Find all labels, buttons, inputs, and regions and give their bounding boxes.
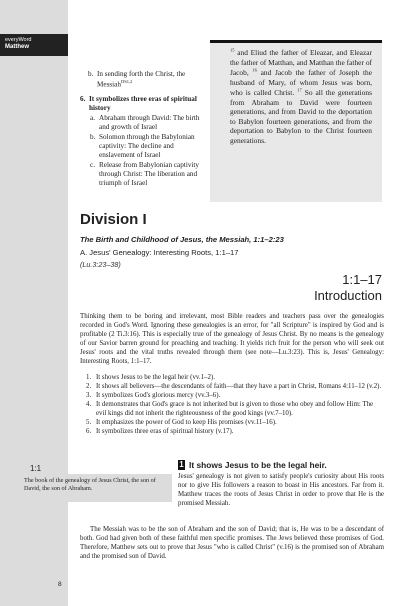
list-number: 2. <box>86 382 92 390</box>
outline-notes <box>80 70 208 189</box>
outline-item-text: In sending forth the Christ, the Messiah <box>97 70 186 89</box>
section-title: A. Jesus' Genealogy: Interesting Roots, 1:1–17 <box>80 248 239 257</box>
outline-sub-text: Solomon through the Babylonian captivity: The decline and enslavement of Israel <box>99 132 195 160</box>
page-number: 8 <box>58 581 62 588</box>
outline-sub-c <box>90 161 208 189</box>
list-item <box>86 392 384 401</box>
brand-series: everyWord <box>5 37 32 43</box>
list-text: It demonstrates that God's grace is not inherited but is given to those who obey and follow Him: The evil kings did not inherit the righteousness of the good kings (vv.7–10). <box>96 400 374 417</box>
points-list <box>86 374 384 437</box>
point-heading <box>178 460 327 470</box>
outline-sub-b <box>90 133 208 161</box>
verse-box-text: The book of the genealogy of Jesus Christ, the son of David, the son of Abraham. <box>24 477 156 493</box>
list-number: 1. <box>86 374 92 381</box>
introduction-text <box>80 313 384 367</box>
outline-letter: c. <box>90 160 95 169</box>
outline-main-text: It symbolizes three eras of spiritual history <box>89 95 197 113</box>
point-number-badge: 1 <box>179 460 184 469</box>
point-body-continued <box>80 526 384 562</box>
list-text: It symbolizes three eras of spiritual history (v.17). <box>96 427 234 435</box>
list-item <box>86 401 384 419</box>
verse-text: and Jacob the father of Joseph the husband of Mary, of whom Jesus was born, who is called Christ. <box>230 68 372 97</box>
outline-item-b <box>88 70 208 90</box>
list-item <box>86 428 384 437</box>
outline-letter: b. <box>88 70 94 78</box>
point-paragraph: The Messiah was to be the son of Abraham and the son of David; that is, He was to be a descendant of both. God had given both of these faithful men specific promises. The Jews believed these promises of God. Therefore, Matthew sets out to prove that Jesus "who is called Christ" (v.16) is the promised son of Abraham and the promised son of David. <box>80 526 384 560</box>
list-number: 3. <box>86 391 92 399</box>
outline-sub-text: Release from Babylonian captivity through Christ: The liberation and triumph of Israel <box>99 160 199 188</box>
passage-reference: 1:1–17 <box>342 272 382 287</box>
introduction-heading: Introduction <box>314 288 382 303</box>
list-text: It symbolizes God's glorious mercy (vv.3–6). <box>96 391 221 399</box>
verse-number: 16 <box>252 67 257 73</box>
list-item <box>86 419 384 428</box>
list-text: It shows all believers—the descendants of faith—that they have a part in Christ, Romans 4:11–12 (v.2). <box>96 382 382 390</box>
outline-sup: DS1,2 <box>120 79 133 85</box>
scripture-panel <box>210 40 382 202</box>
cross-reference: (Lu.3:23–38) <box>80 260 121 269</box>
list-number: 6. <box>86 427 92 435</box>
division-subtitle: The Birth and Childhood of Jesus, the Messiah, 1:1–2:23 <box>80 235 284 244</box>
verse-number: 15 <box>230 48 235 53</box>
verse-text: and Eliud the father of Eleazar, and Eleazar the father of Matthan, and Matthan the father of Jacob, <box>230 48 372 78</box>
list-number: 4. <box>86 400 92 408</box>
list-item <box>86 374 384 383</box>
outline-letter: b. <box>90 132 96 141</box>
division-title: Division I <box>80 211 147 228</box>
outline-text <box>97 70 208 90</box>
sidebar <box>0 0 68 606</box>
outline-letter: a. <box>90 113 95 122</box>
brand-book: Matthew <box>5 43 29 50</box>
outline-number: 6. <box>80 95 86 104</box>
outline-sub-a <box>90 114 208 133</box>
point-body: Jesus' genealogy is not given to satisfy people's curiosity about His roots nor to give His followers a reason to boast in His ancestors. Far from it. Matthew traces the roots of Jesus Christ in order to prove that He is the promised Messiah. <box>178 473 384 507</box>
list-text: It emphasizes the power of God to keep His promises (vv.11–16). <box>96 418 277 426</box>
verse-text: So all the generations from Abraham to David were fourteen generations, and from David to the deportation to Babylon fourteen generations, and from the deportation to Babylon to the Christ fourteen generations. <box>230 87 372 146</box>
verse-number: 17 <box>297 87 302 93</box>
point-title: It shows Jesus to be the legal heir. <box>189 460 327 470</box>
outline-sub-text: Abraham through David: The birth and growth of Israel <box>99 113 200 132</box>
list-number: 5. <box>86 418 92 426</box>
intro-paragraph: Thinking them to be boring and irrelevant, most Bible readers and teachers pass over the genealogies recorded in God's Word. Ignoring these genealogies is an error, for "all Scripture" is inspired by God and is profitable (2 Ti.3:16). This is especially true of the genealogy of Jesus Christ. By no means is the genealogy of our Savior barren ground for preaching and teaching. It yields rich fruit for the person who will seek out Jesus' roots and the vital truths revealed through them (see note—Lu.3:23). This is, Jesus' Genealogy: Interesting Roots, 1:1–17. <box>80 313 384 365</box>
list-item <box>86 383 384 392</box>
verse-box <box>0 474 172 502</box>
verse-box-reference: 1:1 <box>30 464 42 473</box>
brand-tab <box>0 34 68 56</box>
outline-item-6 <box>80 95 208 114</box>
list-text: It shows Jesus to be the legal heir (vv.1–2). <box>96 374 215 381</box>
